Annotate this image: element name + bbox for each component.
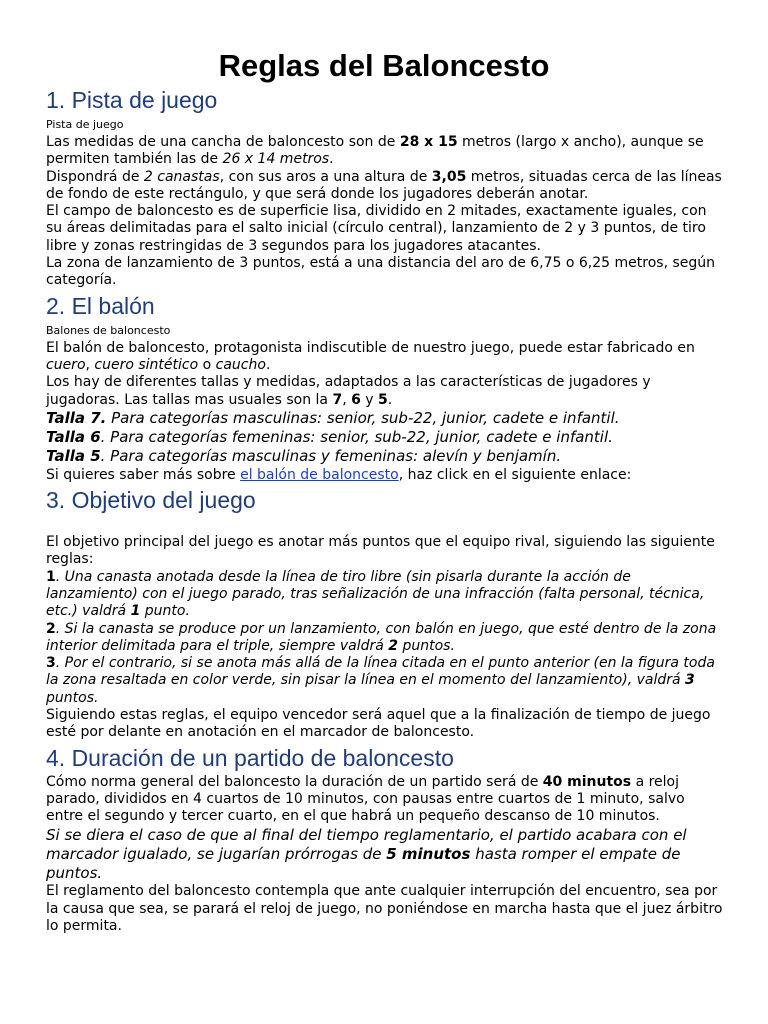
paragraph-vencedor: Siguiendo estas reglas, el equipo vencedor será aquel que a la finalización de tiempo de juego esté por delante en anotación en el marcador de baloncesto. bbox=[46, 707, 711, 741]
talla-7-line: Talla 7. Para categorías masculinas: senior, sub-22, junior, cadete e infantil. bbox=[46, 408, 620, 427]
paragraph-canastas: Dispondrá de 2 canastas, con sus aros a una altura de 3,05 metros, situadas cerca de las líneas de fondo de este rectángulo, y que será donde los jugadores deberán anotar. bbox=[46, 168, 722, 202]
spacer bbox=[46, 516, 726, 534]
paragraph-objetivo: El objetivo principal del juego es anotar más puntos que el equipo rival, siguiendo las siguiente reglas: bbox=[46, 534, 715, 568]
document-body bbox=[46, 84, 726, 935]
section-heading-objetivo: 3. Objetivo del juego bbox=[46, 487, 256, 514]
rule-3: 3. Por el contrario, si se anota más allá de la línea citada en el punto anterior (en la figura toda la zona resaltada en color verde, sin pisar la línea en el momento del lanzamiento), valdrá 3 puntos. bbox=[46, 655, 715, 706]
talla-6-line: Talla 6. Para categorías femeninas: senior, sub-22, junior, cadete e infantil. bbox=[46, 428, 613, 447]
image-caption-pista: Pista de juego bbox=[46, 118, 124, 131]
section-heading-balon: 2. El balón bbox=[46, 292, 155, 319]
paragraph-duracion: Cómo norma general del baloncesto la duración de un partido será de 40 minutos a reloj parado, divididos en 4 cuartos de 10 minutos, con pausas entre cuartos de 1 minuto, salvo entre el segundo y tercer cuarto, en el que habrá un pequeño descanso de 10 minutos. bbox=[46, 773, 685, 825]
section-heading-duracion: 4. Duración de un partido de baloncesto bbox=[46, 744, 454, 771]
rule-1: 1. Una canasta anotada desde la línea de tiro libre (sin pisarla durante la acción de lanzamiento) con el juego parado, tras señalización de una infracción (falta personal, técnica, etc.) valdrá 1 punto. bbox=[46, 568, 705, 620]
rule-2: 2. Si la canasta se produce por un lanzamiento, con balón en juego, que esté dentro de la zona interior delimitada para el triple, siempre valdrá 2 puntos. bbox=[46, 620, 717, 654]
paragraph-medidas: Las medidas de una cancha de baloncesto son de 28 x 15 metros (largo x ancho), aunque se permiten también las de 26 x 14 metros. bbox=[46, 134, 704, 168]
paragraph-zona-triple: La zona de lanzamiento de 3 puntos, está a una distancia del aro de 6,75 o 6,25 metros, según categoría. bbox=[46, 255, 716, 289]
paragraph-materiales: El balón de baloncesto, protagonista indiscutible de nuestro juego, puede estar fabricado en cuero, cuero sintético o caucho. bbox=[46, 339, 695, 373]
paragraph-reloj: El reglamento del baloncesto contempla que ante cualquier interrupción del encuentro, sea por la causa que sea, se parará el reloj de juego, no poniéndose en marcha hasta que el juez árbitro lo permita. bbox=[46, 883, 723, 934]
paragraph-enlace: Si quieres saber más sobre el balón de baloncesto, haz click en el siguiente enlace: bbox=[46, 466, 632, 483]
balon-link[interactable]: el balón de baloncesto bbox=[240, 466, 399, 483]
section-heading-pista: 1. Pista de juego bbox=[46, 87, 218, 113]
talla-5-line: Talla 5. Para categorías masculinas y femeninas: alevín y benjamín. bbox=[46, 447, 562, 466]
paragraph-tallas: Los hay de diferentes tallas y medidas, adaptados a las características de jugadores y jugadoras. Las tallas mas usuales son la 7, 6 y 5. bbox=[46, 374, 651, 408]
image-caption-balones: Balones de baloncesto bbox=[46, 323, 171, 337]
page-title: Reglas del Baloncesto bbox=[218, 48, 550, 83]
paragraph-prorrogas: Si se diera el caso de que al final del tiempo reglamentario, el partido acabara con el marcador igualado, se jugarían prórrogas de 5 minutos hasta romper el empate de puntos. bbox=[46, 825, 687, 883]
paragraph-campo: El campo de baloncesto es de superficie lisa, dividido en 2 mitades, exactamente iguales, con su áreas delimitadas para el salto inicial (círculo central), lanzamiento de 2 y 3 puntos, de tiro libre y zonas restringidas de 3 segundos para los jugadores atacantes. bbox=[46, 203, 707, 254]
